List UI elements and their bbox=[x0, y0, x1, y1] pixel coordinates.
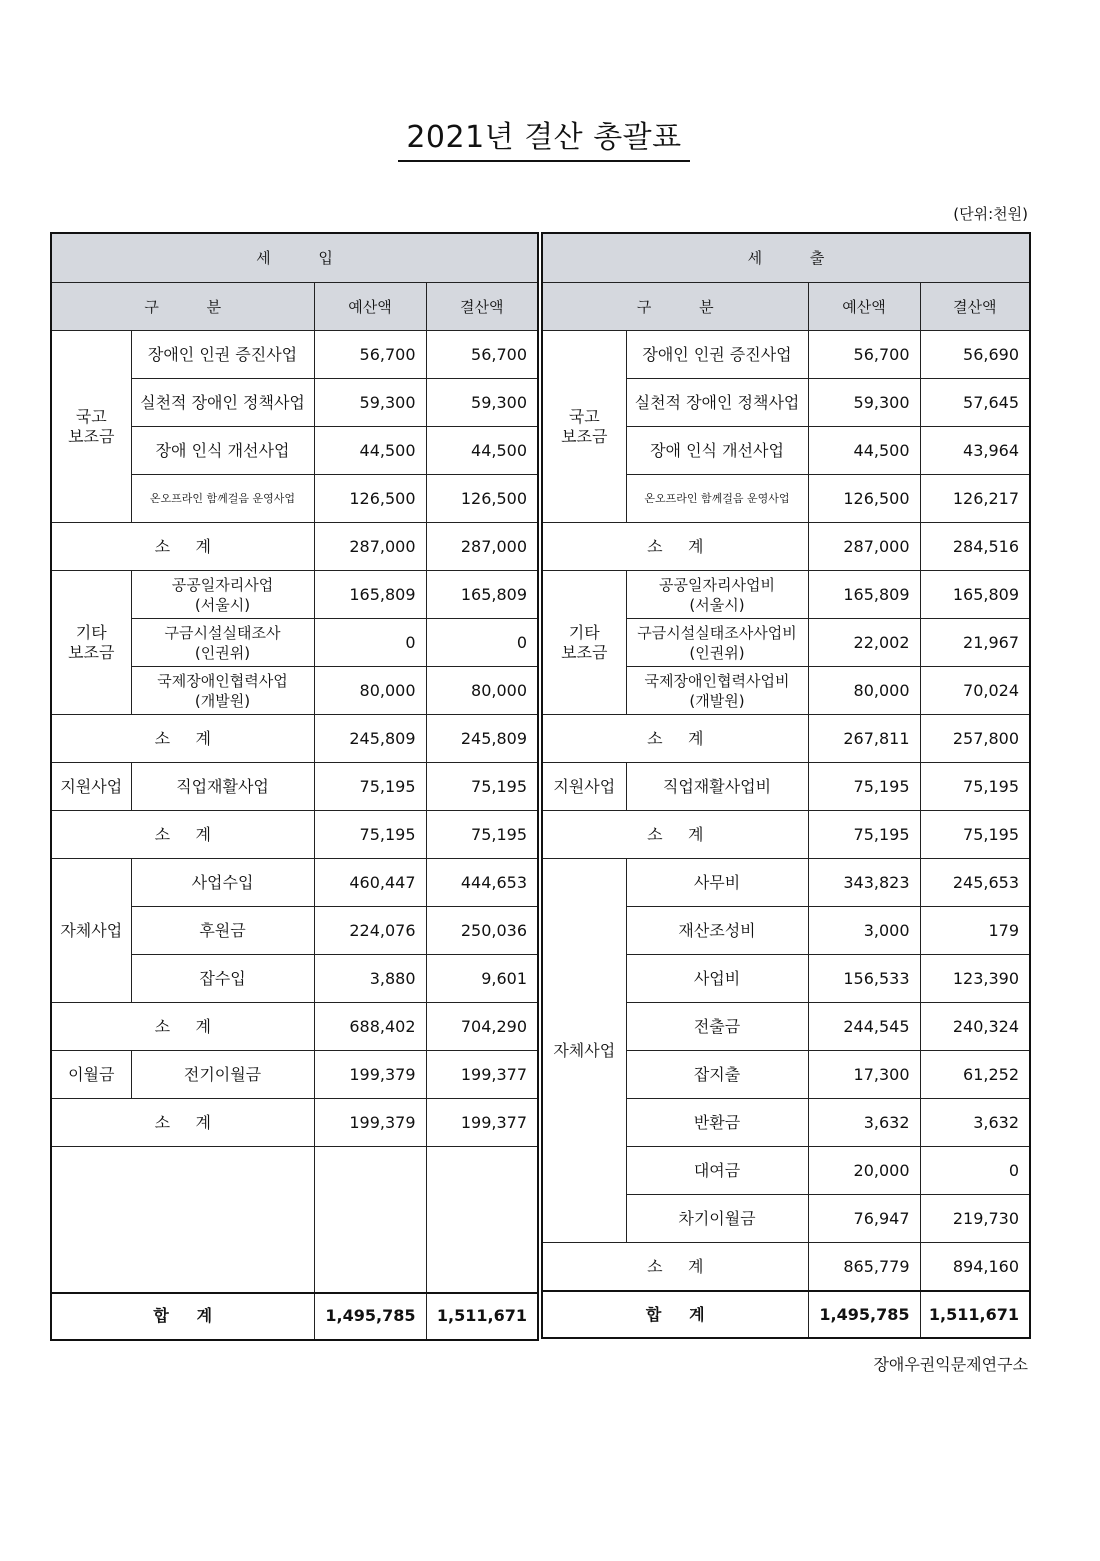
item-budget: 199,379 bbox=[314, 1051, 426, 1099]
subtotal-settlement: 894,160 bbox=[920, 1243, 1030, 1292]
subtotal-settlement: 284,516 bbox=[920, 523, 1030, 571]
item-budget: 17,300 bbox=[808, 1051, 920, 1099]
item-budget: 44,500 bbox=[808, 427, 920, 475]
subtotal-row bbox=[51, 1099, 538, 1147]
header-settlement: 결산액 bbox=[426, 283, 538, 331]
item-settlement: 179 bbox=[920, 907, 1030, 955]
item-budget: 460,447 bbox=[314, 859, 426, 907]
item-budget: 80,000 bbox=[808, 667, 920, 715]
item-label: 전출금 bbox=[626, 1003, 808, 1051]
item-label: 장애 인식 개선사업 bbox=[626, 427, 808, 475]
item-settlement: 57,645 bbox=[920, 379, 1030, 427]
group-label: 자체사업 bbox=[51, 859, 131, 1003]
item-settlement: 3,632 bbox=[920, 1099, 1030, 1147]
subtotal-settlement: 199,377 bbox=[426, 1099, 538, 1147]
section-title: 세 입 bbox=[51, 233, 538, 283]
item-label: 사무비 bbox=[626, 859, 808, 907]
item-label: 사업수입 bbox=[131, 859, 314, 907]
group-label: 국고 보조금 bbox=[51, 331, 131, 523]
expense-table bbox=[541, 232, 1031, 1339]
subtotal-budget: 688,402 bbox=[314, 1003, 426, 1051]
group-label: 국고 보조금 bbox=[542, 331, 626, 523]
table-row bbox=[542, 763, 1030, 811]
item-label: 공공일자리사업비 (서울시) bbox=[626, 571, 808, 619]
item-settlement: 245,653 bbox=[920, 859, 1030, 907]
subtotal-budget: 865,779 bbox=[808, 1243, 920, 1292]
subtotal-budget: 75,195 bbox=[808, 811, 920, 859]
item-budget: 126,500 bbox=[808, 475, 920, 523]
item-label: 국제장애인협력사업 (개발원) bbox=[131, 667, 314, 715]
item-budget: 3,632 bbox=[808, 1099, 920, 1147]
subtotal-label: 소 계 bbox=[542, 523, 808, 571]
item-budget: 75,195 bbox=[314, 763, 426, 811]
item-label: 대여금 bbox=[626, 1147, 808, 1195]
item-label: 구금시설실태조사사업비 (인권위) bbox=[626, 619, 808, 667]
item-settlement: 56,700 bbox=[426, 331, 538, 379]
subtotal-label: 소 계 bbox=[51, 1099, 314, 1147]
table-row bbox=[51, 1051, 538, 1099]
page-title: 2021년 결산 총괄표 bbox=[398, 118, 690, 162]
item-budget: 75,195 bbox=[808, 763, 920, 811]
subtotal-settlement: 245,809 bbox=[426, 715, 538, 763]
subtotal-label: 소 계 bbox=[542, 715, 808, 763]
revenue-table bbox=[50, 232, 539, 1341]
item-label: 구금시설실태조사 (인권위) bbox=[131, 619, 314, 667]
subtotal-label: 소 계 bbox=[51, 811, 314, 859]
item-settlement: 61,252 bbox=[920, 1051, 1030, 1099]
item-label: 후원금 bbox=[131, 907, 314, 955]
subtotal-budget: 267,811 bbox=[808, 715, 920, 763]
item-settlement: 56,690 bbox=[920, 331, 1030, 379]
item-label: 사업비 bbox=[626, 955, 808, 1003]
empty-row bbox=[51, 1147, 538, 1293]
revenue-body bbox=[51, 233, 538, 1340]
item-settlement: 250,036 bbox=[426, 907, 538, 955]
item-settlement: 44,500 bbox=[426, 427, 538, 475]
item-budget: 56,700 bbox=[314, 331, 426, 379]
table-row bbox=[542, 331, 1030, 379]
group-label: 지원사업 bbox=[542, 763, 626, 811]
item-budget: 244,545 bbox=[808, 1003, 920, 1051]
item-budget: 3,000 bbox=[808, 907, 920, 955]
group-label: 기타 보조금 bbox=[542, 571, 626, 715]
item-budget: 80,000 bbox=[314, 667, 426, 715]
item-label: 잡수입 bbox=[131, 955, 314, 1003]
item-settlement: 0 bbox=[426, 619, 538, 667]
item-settlement: 199,377 bbox=[426, 1051, 538, 1099]
organization-name: 장애우권익문제연구소 bbox=[873, 1355, 1028, 1374]
group-label: 이월금 bbox=[51, 1051, 131, 1099]
item-budget: 3,880 bbox=[314, 955, 426, 1003]
item-settlement: 21,967 bbox=[920, 619, 1030, 667]
subtotal-budget: 245,809 bbox=[314, 715, 426, 763]
header-budget: 예산액 bbox=[808, 283, 920, 331]
item-label: 잡지출 bbox=[626, 1051, 808, 1099]
item-budget: 22,002 bbox=[808, 619, 920, 667]
item-settlement: 75,195 bbox=[920, 763, 1030, 811]
item-budget: 59,300 bbox=[314, 379, 426, 427]
subtotal-settlement: 287,000 bbox=[426, 523, 538, 571]
item-settlement: 75,195 bbox=[426, 763, 538, 811]
total-settlement: 1,511,671 bbox=[426, 1293, 538, 1340]
item-label: 직업재활사업 bbox=[131, 763, 314, 811]
group-label: 자체사업 bbox=[542, 859, 626, 1243]
item-settlement: 165,809 bbox=[920, 571, 1030, 619]
item-budget: 44,500 bbox=[314, 427, 426, 475]
total-row bbox=[542, 1291, 1030, 1338]
header-budget: 예산액 bbox=[314, 283, 426, 331]
item-settlement: 123,390 bbox=[920, 955, 1030, 1003]
subtotal-settlement: 75,195 bbox=[920, 811, 1030, 859]
item-label: 장애인 인권 증진사업 bbox=[131, 331, 314, 379]
item-settlement: 444,653 bbox=[426, 859, 538, 907]
subtotal-budget: 287,000 bbox=[808, 523, 920, 571]
subtotal-label: 소 계 bbox=[51, 1003, 314, 1051]
item-budget: 0 bbox=[314, 619, 426, 667]
empty-cell bbox=[51, 1147, 314, 1293]
total-budget: 1,495,785 bbox=[808, 1291, 920, 1338]
item-settlement: 9,601 bbox=[426, 955, 538, 1003]
item-label: 실천적 장애인 정책사업 bbox=[626, 379, 808, 427]
item-label: 전기이월금 bbox=[131, 1051, 314, 1099]
subtotal-settlement: 75,195 bbox=[426, 811, 538, 859]
group-label: 기타 보조금 bbox=[51, 571, 131, 715]
item-budget: 59,300 bbox=[808, 379, 920, 427]
item-budget: 224,076 bbox=[314, 907, 426, 955]
table-row bbox=[542, 571, 1030, 619]
item-budget: 76,947 bbox=[808, 1195, 920, 1243]
item-settlement: 126,217 bbox=[920, 475, 1030, 523]
item-settlement: 165,809 bbox=[426, 571, 538, 619]
item-settlement: 219,730 bbox=[920, 1195, 1030, 1243]
item-budget: 56,700 bbox=[808, 331, 920, 379]
item-settlement: 43,964 bbox=[920, 427, 1030, 475]
item-label: 차기이월금 bbox=[626, 1195, 808, 1243]
subtotal-row bbox=[51, 1003, 538, 1051]
section-title: 세 출 bbox=[542, 233, 1030, 283]
item-settlement: 80,000 bbox=[426, 667, 538, 715]
subtotal-budget: 199,379 bbox=[314, 1099, 426, 1147]
item-settlement: 126,500 bbox=[426, 475, 538, 523]
subtotal-row bbox=[542, 1243, 1030, 1292]
item-budget: 165,809 bbox=[314, 571, 426, 619]
subtotal-label: 소 계 bbox=[542, 811, 808, 859]
item-budget: 165,809 bbox=[808, 571, 920, 619]
expense-body bbox=[542, 233, 1030, 1338]
item-label: 실천적 장애인 정책사업 bbox=[131, 379, 314, 427]
header-settlement: 결산액 bbox=[920, 283, 1030, 331]
item-label: 온오프라인 함께걸음 운영사업 bbox=[626, 475, 808, 523]
item-budget: 156,533 bbox=[808, 955, 920, 1003]
table-row bbox=[51, 763, 538, 811]
item-settlement: 0 bbox=[920, 1147, 1030, 1195]
table-row bbox=[51, 331, 538, 379]
total-label: 합 계 bbox=[542, 1291, 808, 1338]
item-budget: 126,500 bbox=[314, 475, 426, 523]
unit-label: (단위:천원) bbox=[953, 205, 1028, 223]
subtotal-row bbox=[51, 715, 538, 763]
item-label: 장애인 인권 증진사업 bbox=[626, 331, 808, 379]
subtotal-settlement: 704,290 bbox=[426, 1003, 538, 1051]
total-settlement: 1,511,671 bbox=[920, 1291, 1030, 1338]
item-label: 장애 인식 개선사업 bbox=[131, 427, 314, 475]
item-settlement: 240,324 bbox=[920, 1003, 1030, 1051]
subtotal-label: 소 계 bbox=[51, 715, 314, 763]
subtotal-label: 소 계 bbox=[542, 1243, 808, 1292]
item-budget: 20,000 bbox=[808, 1147, 920, 1195]
item-budget: 343,823 bbox=[808, 859, 920, 907]
item-label: 반환금 bbox=[626, 1099, 808, 1147]
subtotal-budget: 75,195 bbox=[314, 811, 426, 859]
subtotal-label: 소 계 bbox=[51, 523, 314, 571]
subtotal-row bbox=[542, 811, 1030, 859]
item-label: 국제장애인협력사업비 (개발원) bbox=[626, 667, 808, 715]
item-label: 온오프라인 함께걸음 운영사업 bbox=[131, 475, 314, 523]
subtotal-row bbox=[51, 811, 538, 859]
group-label: 지원사업 bbox=[51, 763, 131, 811]
item-label: 직업재활사업비 bbox=[626, 763, 808, 811]
subtotal-row bbox=[51, 523, 538, 571]
header-category: 구 분 bbox=[542, 283, 808, 331]
item-settlement: 59,300 bbox=[426, 379, 538, 427]
subtotal-budget: 287,000 bbox=[314, 523, 426, 571]
empty-cell bbox=[314, 1147, 426, 1293]
item-label: 재산조성비 bbox=[626, 907, 808, 955]
item-settlement: 70,024 bbox=[920, 667, 1030, 715]
total-row bbox=[51, 1293, 538, 1340]
subtotal-row bbox=[542, 523, 1030, 571]
table-row bbox=[542, 859, 1030, 907]
subtotal-row bbox=[542, 715, 1030, 763]
item-label: 공공일자리사업 (서울시) bbox=[131, 571, 314, 619]
total-budget: 1,495,785 bbox=[314, 1293, 426, 1340]
subtotal-settlement: 257,800 bbox=[920, 715, 1030, 763]
table-row bbox=[51, 571, 538, 619]
total-label: 합 계 bbox=[51, 1293, 314, 1340]
empty-cell bbox=[426, 1147, 538, 1293]
header-category: 구 분 bbox=[51, 283, 314, 331]
table-row bbox=[51, 859, 538, 907]
